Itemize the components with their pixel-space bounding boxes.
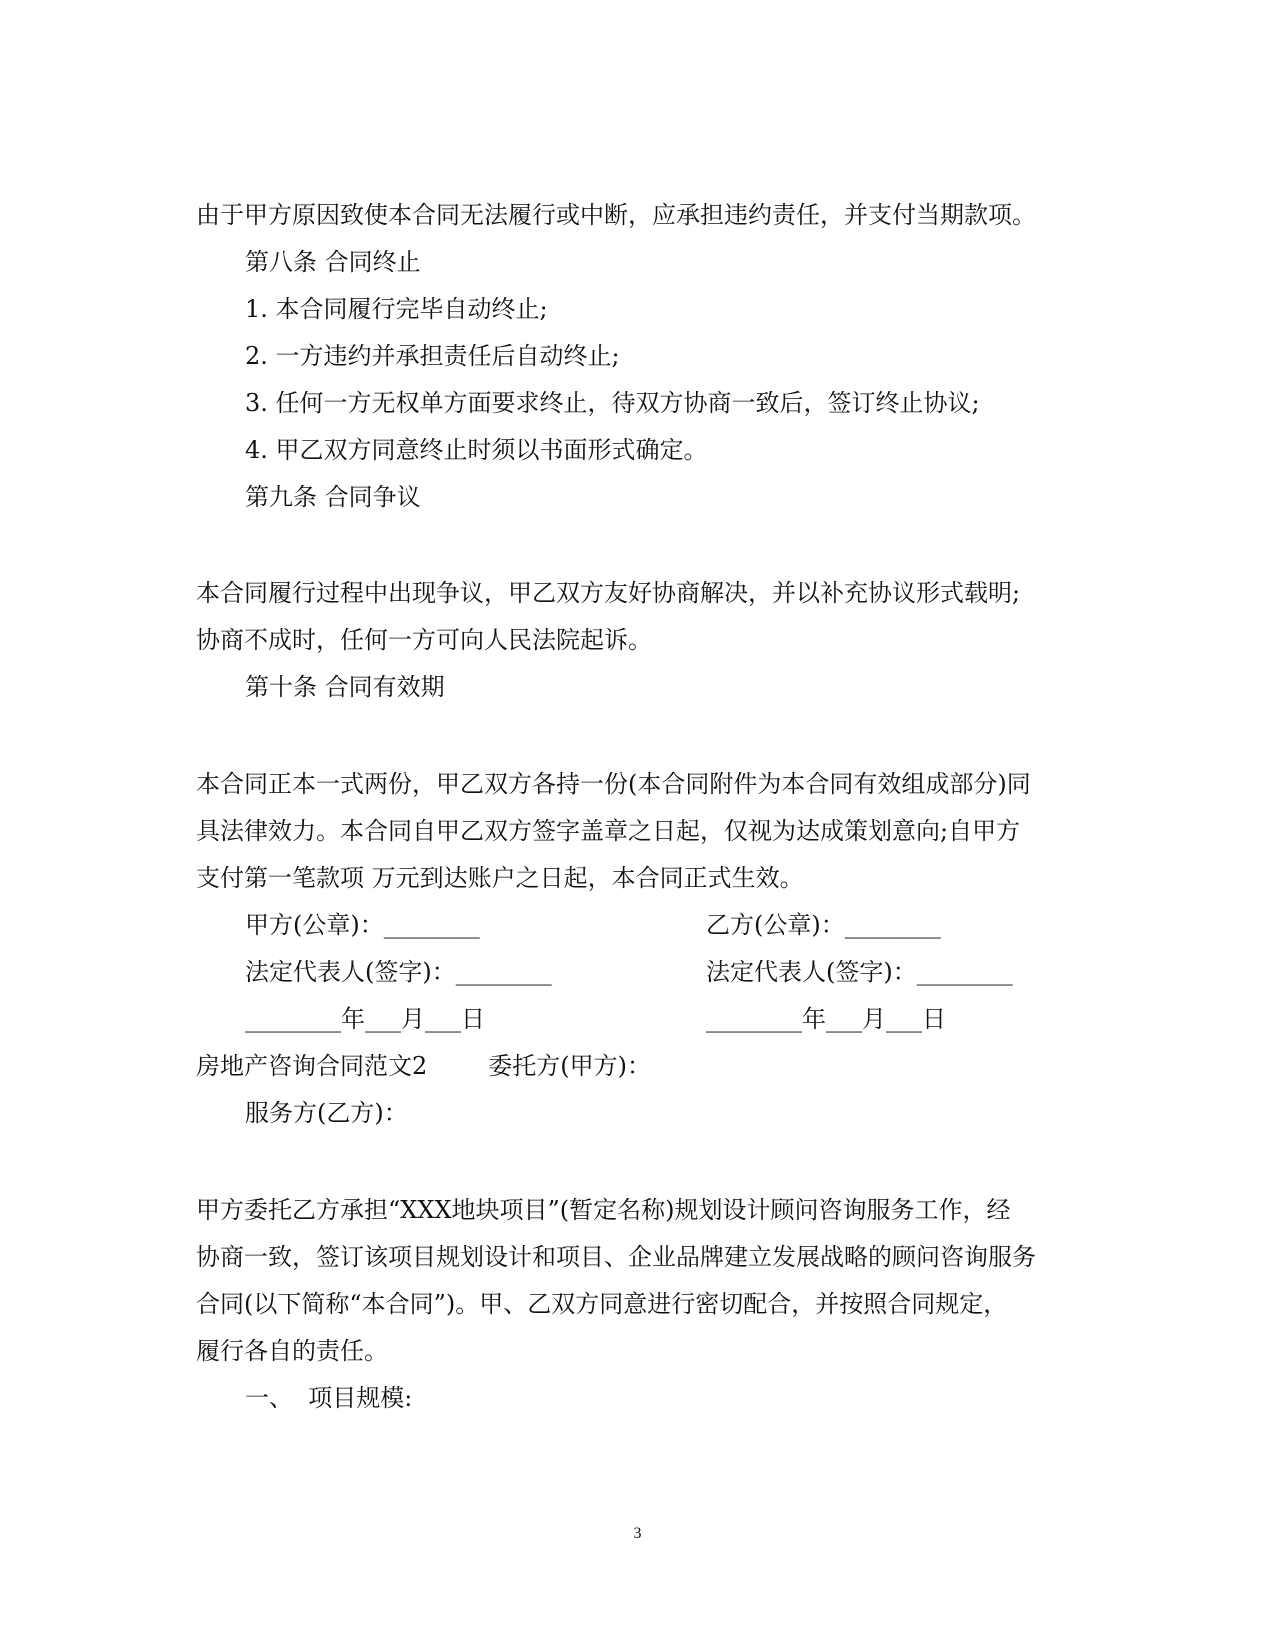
party-b-date: ________年___月___日 [706, 1005, 946, 1033]
article-8-item-4: 4. 甲乙双方同意终止时须以书面形式确定。 [245, 436, 708, 464]
page-number: 3 [633, 1525, 642, 1542]
party-b-representative: 法定代表人(签字)：________ [706, 958, 1013, 986]
intro-line-3: 合同(以下简称“本合同”)。甲、乙双方同意进行密切配合，并按照合同规定， [196, 1290, 1008, 1318]
article-8-item-3: 3. 任何一方无权单方面要求终止，待双方协商一致后，签订终止协议; [245, 389, 980, 417]
party-a-date: ________年___月___日 [245, 1005, 485, 1033]
intro-line-2: 协商一致，签订该项目规划设计和项目、企业品牌建立发展战略的顾问咨询服务 [196, 1243, 1036, 1271]
article-10-line-2: 具法律效力。本合同自甲乙双方签字盖章之日起，仅视为达成策划意向;自甲方 [196, 817, 1021, 845]
intro-line-1: 甲方委托乙方承担“XXX地块项目”(暂定名称)规划设计顾问咨询服务工作，经 [196, 1196, 1011, 1224]
party-a-seal: 甲方(公章)：________ [245, 911, 480, 939]
section-1-title: 一、 项目规模: [245, 1384, 413, 1412]
article-9-line-1: 本合同履行过程中出现争议，甲乙双方友好协商解决，并以补充协议形式载明; [196, 579, 1021, 607]
article-9-line-2: 协商不成时，任何一方可向人民法院起诉。 [196, 626, 652, 654]
paragraph-breach-end: 由于甲方原因致使本合同无法履行或中断，应承担违约责任，并支付当期款项。 [196, 201, 1036, 229]
party-a-representative: 法定代表人(签字)：________ [245, 958, 552, 986]
article-9-title: 第九条 合同争议 [245, 483, 421, 511]
intro-line-4: 履行各自的责任。 [196, 1337, 388, 1365]
sample-2-heading: 房地产咨询合同范文2 委托方(甲方)： [196, 1052, 652, 1080]
article-10-title: 第十条 合同有效期 [245, 673, 445, 701]
article-10-line-3: 支付第一笔款项 万元到达账户之日起，本合同正式生效。 [196, 864, 804, 892]
article-8-item-2: 2. 一方违约并承担责任后自动终止; [245, 342, 620, 370]
article-10-line-1: 本合同正本一式两份，甲乙双方各持一份(本合同附件为本合同有效组成部分)同 [196, 770, 1031, 798]
service-party-label: 服务方(乙方)： [245, 1099, 408, 1127]
party-b-seal: 乙方(公章)：________ [706, 911, 941, 939]
article-8-title: 第八条 合同终止 [245, 248, 421, 276]
article-8-item-1: 1. 本合同履行完毕自动终止; [245, 295, 548, 323]
